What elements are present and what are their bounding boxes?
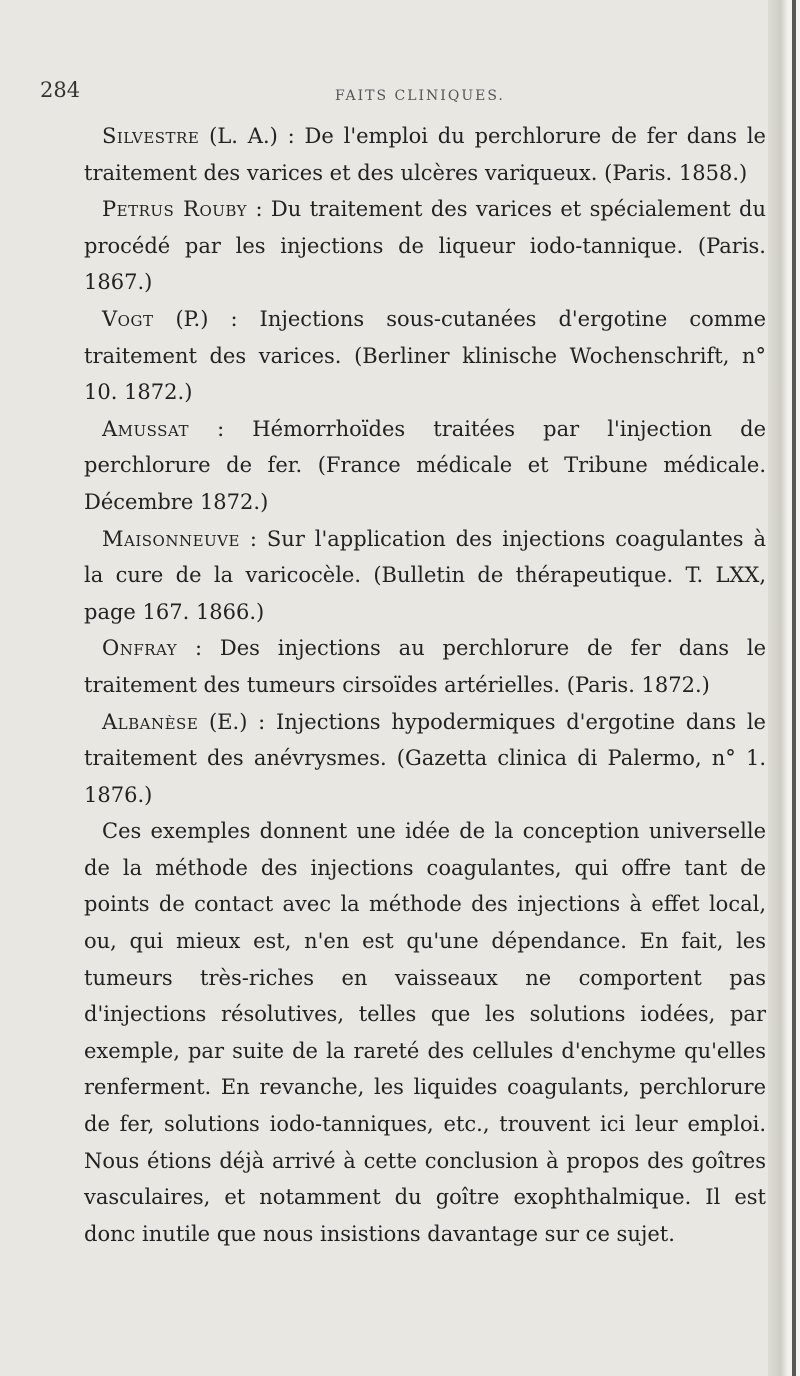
reference-text: : Hémorrhoïdes traitées par l'injection de perchlorure de fer. (France médicale et Tribune médicale. Décembre 1872.) <box>84 416 766 514</box>
page-body <box>84 118 766 1252</box>
page-header <box>0 78 790 118</box>
reference-text: (P.) : Injections sous-cutanées d'ergotine comme traitement des varices. (Berliner klinische Wochenschrift, n° 10. 1872.) <box>84 306 766 405</box>
reference-author: Petrus Rouby <box>102 197 248 222</box>
reference-entry <box>84 521 766 631</box>
body-paragraph: Ces exemples donnent une idée de la conception universelle de la méthode des injections coagulantes, qui offre tant de points de contact avec la méthode des injections à effet local, ou, qui mieux est, n'en est qu'une dépendance. En fait, les tumeurs très-riches en vaisseaux ne comportent pas d'injections résolutives, telles que les solutions iodées, par exemple, par suite de la rareté des cellules d'enchyme qu'elles renferment. En revanche, les liquides coagulants, perchlorure de fer, solutions iodo-tanniques, etc., trouvent ici leur emploi. Nous étions déjà arrivé à cette conclusion à propos des goîtres vasculaires, et notamment du goître exophthalmique. Il est donc inutile que nous insistions davantage sur ce sujet. <box>84 819 766 1246</box>
reference-author: Albanèse <box>102 709 199 734</box>
reference-author: Onfray <box>102 636 178 661</box>
reference-text: (L. A.) : De l'emploi du perchlorure de fer dans le traitement des varices et des ulcères variqueux. (Paris. 1858.) <box>84 124 766 185</box>
reference-entry <box>84 704 766 814</box>
reference-text: (E.) : Injections hypodermiques d'ergotine dans le traitement des anévrysmes. (Gazetta clinica di Palermo, n° 1. 1876.) <box>84 709 766 807</box>
reference-text: : Sur l'application des injections coagulantes à la cure de la varicocèle. (Bulletin de thérapeutique. T. LXX, page 167. 1866.) <box>84 526 766 624</box>
reference-entry <box>84 630 766 703</box>
reference-entry <box>84 191 766 301</box>
reference-author: Vogt <box>102 306 154 331</box>
reference-text: : Des injections au perchlorure de fer dans le traitement des tumeurs cirsoïdes artérielles. (Paris. 1872.) <box>84 636 766 697</box>
reference-entry <box>84 118 766 191</box>
reference-author: Amussat <box>102 416 189 441</box>
reference-text: : Du traitement des varices et spécialement du procédé par les injections de liqueur iodo-tannique. (Paris. 1867.) <box>84 197 766 295</box>
page-number: 284 <box>40 78 81 102</box>
reference-entry <box>84 411 766 521</box>
reference-author: Maisonneuve <box>102 526 240 551</box>
binding-line <box>792 0 796 1376</box>
running-head: FAITS CLINIQUES. <box>335 88 505 104</box>
reference-entry <box>84 301 766 411</box>
reference-author: Silvestre <box>102 124 200 148</box>
